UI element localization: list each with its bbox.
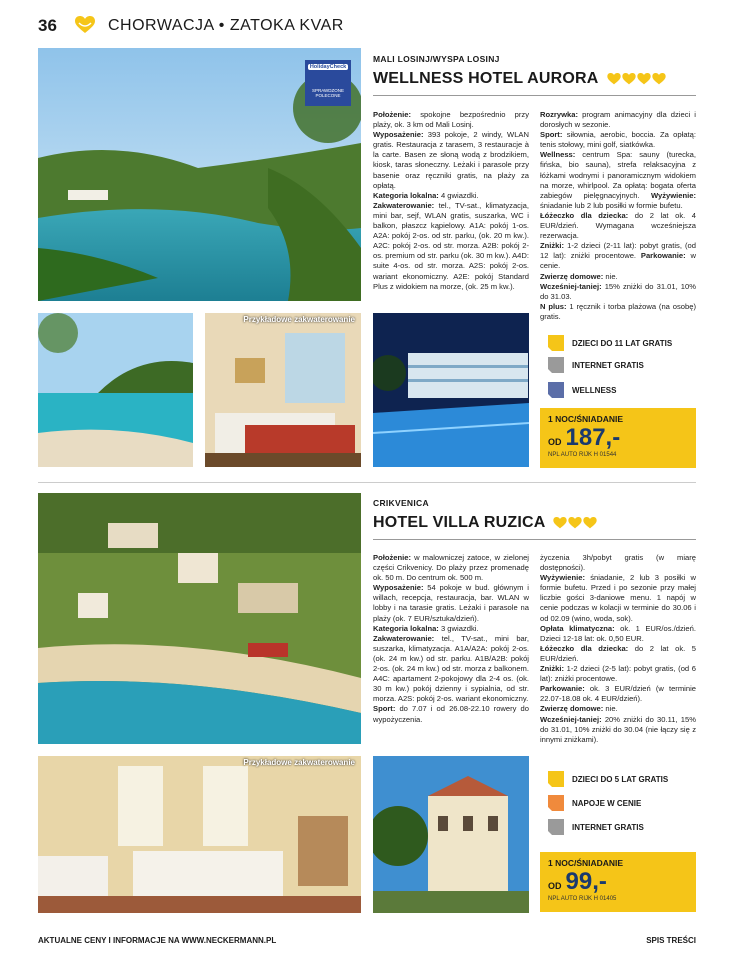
desc-text: do 7.07 i od 26.08-22.10 rowery do wypożyczenia. (373, 704, 529, 724)
villa-exterior-image (373, 756, 529, 913)
hotel2-name-row (373, 514, 597, 532)
hotel2-desc-right (540, 553, 696, 745)
desc-label: Zakwaterowanie: (373, 200, 435, 210)
price-row (548, 868, 688, 896)
heart-star-icon (622, 73, 636, 85)
beach-image (38, 313, 193, 467)
drinks-flag-icon (548, 795, 564, 811)
desc-label: Zniżki: (540, 241, 565, 251)
desc-text: 4 gwiazdki. (440, 190, 479, 200)
feature-label: DZIECI DO 11 LAT GRATIS (572, 338, 673, 348)
badge-line1: SPRAWDZONE (311, 88, 345, 93)
desc-item (373, 110, 529, 130)
desc-label: Sport: (540, 130, 563, 140)
feature-item (548, 816, 698, 838)
hotel2-main-photo (38, 493, 361, 744)
feature-label: DZIECI DO 5 LAT GRATIS (572, 774, 669, 784)
heart-star-icon (652, 73, 666, 85)
hotel2-desc-left (373, 553, 529, 725)
desc-item (540, 624, 696, 644)
feature-item (548, 792, 698, 814)
desc-text: tel., TV-sat., klimatyzacja, mini bar, sejf, WLAN gratis, suszarka, WC i balkon, płaszcz kąpielowy. A1A: pokój 1-os. A2A: pokój 2-os. od str. parku, (ok. 20 m kw.). A2C: pokój 2-os. od str. morza. A2B: pokój 2-os. premium od str. parku (ok. 30 m kw.). A4D: suite 4-os. od str. morza. A2S: pokój 2-os. wariant ekonomiczny. A2E: pokój Standard Plus z widokiem na morze, (ok. 25 m kw.). (373, 200, 529, 291)
photo-caption: Przykładowe zakwaterowanie (243, 758, 355, 767)
desc-text: w cenie. (540, 251, 696, 271)
desc-label: Wellness: (540, 150, 576, 160)
desc-item (540, 684, 696, 704)
divider (373, 95, 696, 96)
feature-label: WELLNESS (572, 385, 617, 395)
hotel2-features (548, 768, 698, 838)
heart-star-icon (583, 517, 597, 529)
internet-flag-icon (548, 357, 564, 373)
desc-text: ok. 3 EUR/dzień (w terminie 22.07-18.08 ok. 4 EUR/dzień). (540, 684, 696, 704)
desc-item (373, 634, 529, 705)
desc-item (373, 201, 529, 292)
price-code: NPL AUTO RIJK H 01544 (548, 452, 617, 458)
desc-item (540, 130, 696, 150)
desc-text: siłownia, aerobic, boccia. Za opłatą: tenis stołowy, mini golf, siatkówka. (540, 130, 696, 150)
desc-label: Wyżywienie: (540, 573, 586, 583)
price-board-label: 1 NOC/ŚNIADANIE (548, 858, 624, 868)
holidaycheck-badge (305, 60, 351, 106)
section-divider (38, 482, 696, 483)
feature-label: INTERNET GRATIS (572, 360, 644, 370)
desc-text: życzenia 3h/pobyt gratis (w miarę dostępności). (540, 553, 696, 573)
desc-text: śniadanie lub 2 lub posiłki w formie bufetu. (540, 200, 683, 210)
twin-room-image (38, 756, 361, 913)
price-board-label: 1 NOC/ŚNIADANIE (548, 414, 624, 424)
desc-item (540, 272, 696, 282)
desc-label: Parkowanie: (640, 251, 686, 261)
hotel1-price-box[interactable] (540, 408, 696, 468)
desc-label: Łóżeczko dla dziecka: (540, 643, 629, 653)
hotel1-room-photo (205, 313, 361, 467)
desc-item (373, 624, 529, 634)
desc-text: spokojne bezpośrednio przy plaży, ok. 3 km od Mali Losinj. (373, 110, 529, 130)
desc-label: Zakwaterowanie: (373, 633, 435, 643)
hotel2-name: HOTEL VILLA RUZICA (373, 514, 546, 531)
desc-label: Zwierzę domowe: (540, 704, 604, 714)
desc-label: Zniżki: (540, 664, 565, 674)
desc-text: program animacyjny dla dzieci i dorosłych w sezonie. (540, 110, 696, 130)
desc-item (540, 302, 696, 322)
feature-label: NAPOJE W CENIE (572, 798, 642, 808)
child-flag-icon (548, 335, 564, 351)
desc-item (540, 150, 696, 211)
desc-label: Zwierzę domowe: (540, 271, 604, 281)
desc-item (540, 553, 696, 573)
desc-label: Wyposażenie: (373, 130, 424, 140)
desc-item (540, 704, 696, 714)
desc-label: Opłata klimatyczna: (540, 623, 615, 633)
desc-text: 1-2 dzieci (2-5 lat): pobyt gratis, (od 6 lat): zniżki procentowe. (540, 664, 696, 684)
desc-item (540, 715, 696, 745)
price-from: OD (548, 881, 562, 891)
badge-brand: HolidayCheck (309, 64, 347, 70)
hotel1-name-row (373, 70, 666, 88)
desc-item (373, 583, 529, 623)
heart-star-icon (607, 73, 621, 85)
desc-item (540, 644, 696, 664)
desc-text: nie. (605, 271, 618, 281)
wellness-flag-icon (548, 382, 564, 398)
desc-text: 54 pokoje w bud. głównym i willach, recepcja, restauracja, bar. WLAN w lobby i na tarasie gratis. Leżaki i parasole na plaży (ok. 7 EUR/sztuka/dzień). (373, 583, 529, 623)
desc-label: Kategoria lokalna: (373, 190, 439, 200)
divider (373, 539, 696, 540)
desc-text: do 2 lat ok. 5 EUR/dzień. (540, 643, 696, 663)
desc-label: Parkowanie: (540, 684, 585, 694)
desc-label: Łóżeczko dla dziecka: (540, 210, 629, 220)
desc-label: Wcześniej-taniej: (540, 714, 602, 724)
desc-label: Położenie: (373, 553, 411, 562)
hotel1-main-photo (38, 48, 361, 301)
hotel1-features (548, 332, 698, 401)
page-number: 36 (38, 16, 57, 35)
town-coast-image (38, 493, 361, 744)
price-code: NPL AUTO RIJK H 01405 (548, 896, 617, 902)
desc-text: 1 ręcznik i torba plażowa (na osobę) gratis. (540, 301, 696, 321)
badge-line2: POLECONE (315, 93, 341, 98)
feature-label: INTERNET GRATIS (572, 822, 644, 832)
desc-item (540, 664, 696, 684)
desc-label: Wcześniej-taniej: (540, 281, 602, 291)
internet-flag-icon (548, 819, 564, 835)
desc-text: do 2 lat ok. 4 EUR/dzień. Wymagana wcześniejsza rezerwacja. (540, 210, 696, 241)
heart-star-icon (553, 517, 567, 529)
footer-toc-link[interactable]: SPIS TREŚCI (646, 936, 696, 945)
page-title: CHORWACJA • ZATOKA KVAR (108, 17, 344, 34)
price-value: 187,- (565, 424, 621, 451)
footer-website-link[interactable]: AKTUALNE CENY I INFORMACJE NA WWW.NECKERMANN.PL (38, 936, 277, 945)
feature-item (548, 379, 698, 401)
desc-text: 393 pokoje, 2 windy, WLAN gratis. Restauracja z tarasem, 3 restauracje à la carte. Basen ze słoną wodą z brodzikiem, kiosk, taras słoneczny. Leżaki i parasole przy basenie oraz ręczniki gratis, na plaży za opłatą. (373, 130, 529, 190)
hotel1-pool-photo (373, 313, 529, 467)
feature-item (548, 768, 698, 790)
feature-item (548, 354, 698, 376)
desc-text: 15% zniżki do 31.01, 10% do 31.03. (540, 281, 696, 301)
desc-text: śniadanie, 2 lub 3 posiłki w formie bufetu. Przed i po sezonie przy małej liczbie gości 3-daniowe menu. 1 napój w cenie podczas w kolacji w terminie do 30.06 i od 02.09 (wino, woda, sok). (540, 573, 696, 623)
desc-text: 20% zniżki do 30.11, 15% do 31.01, 10% zniżki do 30.04 (nie łączy się z innymi zniżkami). (540, 714, 696, 744)
desc-text: 1-2 dzieci (2-11 lat): pobyt gratis, (od 12 lat): zniżki procentowe. (540, 241, 696, 261)
hotel1-stars (607, 73, 666, 85)
desc-label: Kategoria lokalna: (373, 623, 439, 633)
desc-text: ok. 1 EUR/os./dzień. Dzieci 12-18 lat: ok. 0,50 EUR. (540, 623, 696, 643)
pool-night-image (373, 313, 529, 467)
desc-text: nie. (605, 704, 618, 714)
feature-item (548, 332, 698, 354)
hotel2-villa-photo (373, 756, 529, 913)
hotel1-name: WELLNESS HOTEL AURORA (373, 70, 599, 87)
room-image (205, 313, 361, 467)
desc-label: Wyżywienie: (650, 190, 696, 200)
desc-text: w malowniczej zatoce, w zielonej części Crikvenicy. Do plaży przez promenadę ok. 50 m. Do centrum ok. 500 m. (373, 553, 529, 583)
desc-item (373, 191, 529, 201)
desc-item (540, 110, 696, 130)
desc-label: Sport: (373, 704, 396, 714)
heart-star-icon (637, 73, 651, 85)
desc-item (540, 211, 696, 241)
child-flag-icon (548, 771, 564, 787)
desc-item (540, 282, 696, 302)
desc-label: Wyposażenie: (373, 583, 424, 593)
hotel1-beach-photo (38, 313, 193, 467)
heart-star-icon (568, 517, 582, 529)
desc-text: centrum Spa: sauny (turecka, fińska, bio sauna), strefa relaksacyjna z łóżkami wodnymi i panoramicznym widokiem na morze, whirlpool. Za opłatą: bogata oferta zabiegów pielęgnacyjnych. (540, 150, 696, 200)
desc-item (373, 553, 529, 583)
hotel2-room-photo (38, 756, 361, 913)
desc-item (540, 241, 696, 271)
photo-caption: Przykładowe zakwaterowanie (243, 315, 355, 324)
desc-item (373, 130, 529, 191)
hotel1-desc-right (540, 110, 696, 322)
hotel1-region: MALI LOSINJ/WYSPA LOSINJ (373, 54, 500, 64)
desc-label: N plus: (540, 301, 567, 311)
desc-item (540, 573, 696, 623)
hotel2-stars (553, 517, 597, 529)
price-row (548, 424, 688, 452)
hotel2-price-box[interactable] (540, 852, 696, 912)
desc-text: tel., TV-sat., mini bar, suszarka, klimatyzacja. A1A/A2A: pokój 2-os. (ok. 24 m kw.) od str. parku. A1B/A2B: pokój 2-os. (ok. 24 m kw.) od str. morza z balkonem. A4C: apartament 2-pokojowy dla 2-4 os. (ok. 30 m kw.) pokój dzienny i sypialnia, od str. morza. A2S: pokój 2-os. wariant ekonomiczny. (373, 633, 529, 704)
hotel2-region: CRIKVENICA (373, 498, 429, 508)
price-from: OD (548, 437, 562, 447)
heart-logo-icon (75, 16, 95, 34)
desc-text: 3 gwiazdki. (440, 623, 479, 633)
desc-item (373, 704, 529, 724)
hotel1-desc-left (373, 110, 529, 292)
price-value: 99,- (565, 868, 607, 895)
desc-label: Położenie: (373, 110, 411, 119)
desc-label: Rozrywka: (540, 110, 578, 119)
